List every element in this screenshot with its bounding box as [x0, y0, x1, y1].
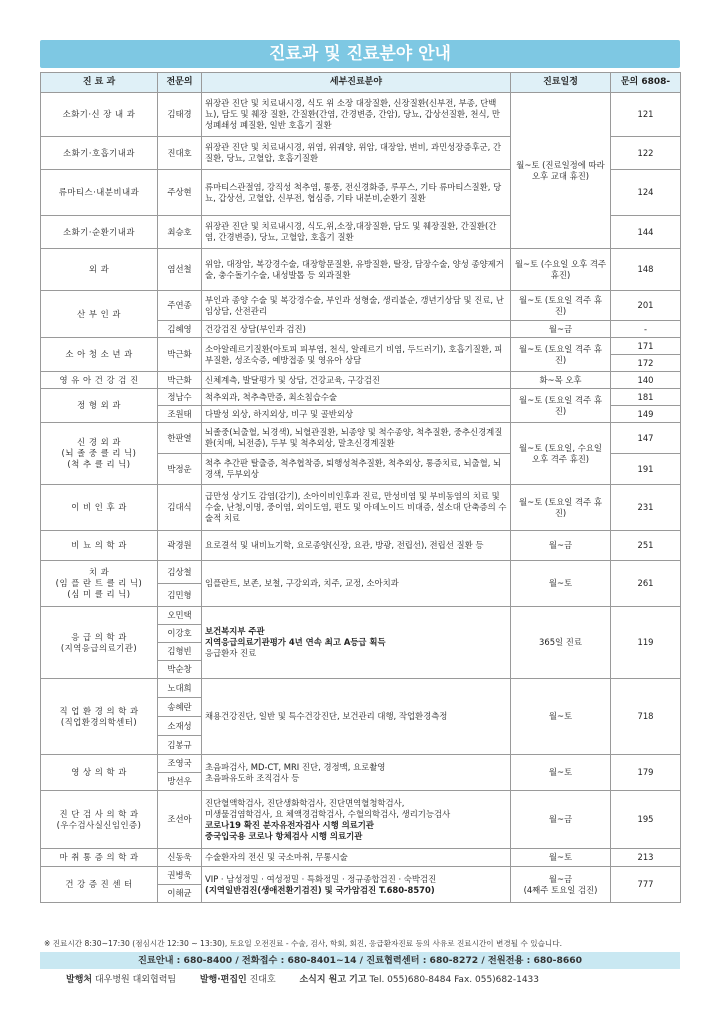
table-row — [41, 485, 681, 531]
publisher-line — [40, 972, 680, 988]
doctor-name: 염선철 — [158, 249, 202, 291]
publisher-value: 대우병원 대외협력팀 — [94, 975, 177, 985]
schedule-text: 월~토 (토요일, 수요일 오후 격주 휴진) — [511, 423, 611, 485]
detail-line: (지역일반검진(생애전환기검진) 및 국가암검진 T.680-8570) — [205, 884, 435, 895]
doctor-name: 주상현 — [158, 170, 202, 216]
phone-ext: 195 — [611, 791, 681, 849]
hours-note: ※ 진료시간 8:30~17:30 (점심시간 12:30 ~ 13:30), 토요일 오전진료 - 수술, 검사, 학회, 회진, 응급환자진료 등의 사유로 진료시간이 변경될 수 있습니다. — [44, 939, 562, 948]
doctor-name: 이강호 — [158, 625, 202, 643]
schedule-text: 월~토 (토요일 격주 휴진) — [511, 389, 611, 423]
detail-text: 뇌졸중(뇌출혈, 뇌경색), 뇌혈관질환, 뇌종양 및 척수종양, 척추질환, 중추신경계질환(치매, 뇌전증), 두부 및 척추외상, 말초신경계질환 — [202, 423, 511, 454]
dept-name — [41, 423, 158, 485]
detail-line: 초음파검사, MD-CT, MRI 진단, 경정맥, 요로촬영 — [205, 761, 386, 772]
phone-ext: 144 — [611, 216, 681, 249]
dept-line: 직 업 환 경 의 학 과 — [59, 705, 139, 716]
table-row — [41, 338, 681, 355]
detail-text — [202, 755, 511, 791]
doctor-name: 진대호 — [158, 137, 202, 170]
header-schedule: 진료일정 — [511, 73, 611, 93]
dept-sub-line: (뇌 졸 중 클 리 닉) — [61, 448, 137, 458]
phone-ext: 261 — [611, 561, 681, 607]
dept-name: 소 아 청 소 년 과 — [41, 338, 158, 372]
dept-name: 영 상 의 학 과 — [41, 755, 158, 791]
table-row — [41, 849, 681, 867]
phone-ext: 172 — [611, 355, 681, 372]
doctor-name: 김상철 — [158, 561, 202, 584]
phone-ext: 777 — [611, 867, 681, 903]
doctor-name: 김봉규 — [158, 736, 202, 755]
dept-line: 진 단 검 사 의 학 과 — [59, 808, 139, 819]
table-header-row — [41, 73, 681, 93]
doctor-name: 김태경 — [158, 93, 202, 137]
dept-sub-line: (척 추 클 리 닉) — [67, 459, 131, 469]
dept-name: 류마티스·내분비내과 — [41, 170, 158, 216]
dept-name — [41, 679, 158, 755]
table-row — [41, 389, 681, 406]
schedule-text: 월~토 — [511, 755, 611, 791]
doctor-name: 김민형 — [158, 584, 202, 607]
schedule-text: 월~토 (토요일 격주 휴진) — [511, 338, 611, 372]
table-row — [41, 423, 681, 454]
dept-name — [41, 791, 158, 849]
schedule-text: 화~목 오후 — [511, 372, 611, 389]
phone-ext: 201 — [611, 291, 681, 321]
table-row — [41, 249, 681, 291]
phone-ext: 251 — [611, 531, 681, 561]
doctor-name: 조원태 — [158, 406, 202, 423]
dept-name: 외 과 — [41, 249, 158, 291]
doctor-name: 소재성 — [158, 717, 202, 736]
dept-name: 산 부 인 과 — [41, 291, 158, 338]
dept-line: 치 과 — [88, 567, 110, 577]
doctor-name: 곽경원 — [158, 531, 202, 561]
editor-value: 진대호 — [249, 975, 276, 985]
doctor-name: 박정운 — [158, 454, 202, 485]
contribution-label: 소식지 원고 기고 — [299, 975, 367, 985]
detail-text: 수술환자의 전신 및 국소마취, 무통시술 — [202, 849, 511, 867]
schedule-text: 월~금 — [511, 791, 611, 849]
detail-line: 응급환자 진료 — [205, 648, 257, 658]
schedule-line: 월~금 — [548, 873, 573, 884]
detail-text: 신체계측, 발달평가 및 상담, 건강교육, 구강검진 — [202, 372, 511, 389]
detail-line: VIP · 남성정밀 · 여성정밀 · 특화정밀 · 정규종합검진 · 숙박검진 — [205, 873, 437, 884]
table-row — [41, 607, 681, 625]
doctor-name: 노대희 — [158, 679, 202, 698]
doctor-name: 김형빈 — [158, 643, 202, 661]
tel-value: Tel. 055)680-8484 — [369, 975, 452, 985]
dept-sub-line: (지역응급의료기관) — [60, 642, 138, 653]
dept-sub-line: (심 미 클 리 닉) — [67, 589, 131, 599]
doctor-name: 송혜란 — [158, 698, 202, 717]
header-doctor: 전문의 — [158, 73, 202, 93]
detail-text: 류마티스관절염, 강직성 척추염, 통풍, 전신경화증, 루푸스, 기타 류마티스질환, 당뇨, 갑상선, 고혈압, 신부전, 협심증, 기타 내분비,순환기 질환 — [202, 170, 511, 216]
detail-text: 소아알레르기질환(아토피 피부염, 천식, 알레르기 비염, 두드러기), 호흡기질환, 피부질환, 성조숙증, 예방접종 및 영유아 상담 — [202, 338, 511, 372]
detail-text: 위암, 대장암, 복강경수술, 대장항문질환, 유방질환, 탈장, 담장수술, 양성 종양제거술, 충수돌기수술, 내성발톱 등 외과질환 — [202, 249, 511, 291]
detail-text — [202, 867, 511, 903]
publisher-label: 발행처 — [66, 975, 93, 985]
dept-name: 영 유 아 건 강 검 진 — [41, 372, 158, 389]
detail-text: 임플란트, 보존, 보철, 구강외과, 치주, 교정, 소아치과 — [202, 561, 511, 607]
dept-name: 마 취 통 증 의 학 과 — [41, 849, 158, 867]
schedule-text: 월~토 — [511, 561, 611, 607]
fax-value: Fax. 055)682-1433 — [454, 975, 540, 985]
detail-text — [202, 607, 511, 679]
schedule-text: 월~토 — [511, 679, 611, 755]
contact-bar: 진료안내 : 680-8400 / 전화접수 : 680-8401~14 / 진료협력센터 : 680-8272 / 전원전용 : 680-8660 — [40, 952, 680, 969]
doctor-name: 조선아 — [158, 791, 202, 849]
phone-ext: 718 — [611, 679, 681, 755]
schedule-text: 월~금 — [511, 321, 611, 338]
dept-line: 신 경 외 과 — [77, 437, 121, 447]
detail-text: 채용건강진단, 일반 및 특수건강진단, 보건관리 대행, 작업환경측정 — [202, 679, 511, 755]
detail-text: 요로결석 및 내비뇨기학, 요로종양(신장, 요관, 방광, 전립선), 전립선 질환 등 — [202, 531, 511, 561]
table-row — [41, 291, 681, 321]
dept-sub-line: (임 플 란 트 클 리 닉) — [55, 578, 143, 588]
header-dept: 진 료 과 — [41, 73, 158, 93]
editor-label: 발행·편집인 — [199, 975, 247, 985]
dept-name: 소화기·신 장 내 과 — [41, 93, 158, 137]
phone-ext: 213 — [611, 849, 681, 867]
dept-name: 건 강 증 진 센 터 — [41, 867, 158, 903]
table-row — [41, 372, 681, 389]
doctor-name: 이해균 — [158, 885, 202, 903]
detail-text: 건강검진 상담(부인과 검진) — [202, 321, 511, 338]
phone-ext: 140 — [611, 372, 681, 389]
table-row — [41, 867, 681, 885]
doctor-name: 신동욱 — [158, 849, 202, 867]
doctor-name: 한판열 — [158, 423, 202, 454]
detail-line: 코로나19 확진 분자유전자검사 시행 의료기관 — [205, 819, 374, 830]
schedule-text: 월~금 — [511, 531, 611, 561]
phone-ext: 191 — [611, 454, 681, 485]
detail-line: 중국입국용 코로나 항체검사 시행 의료기관 — [205, 830, 363, 841]
doctor-name: 최승호 — [158, 216, 202, 249]
schedule-text: 월~토 (토요일 격주 휴진) — [511, 291, 611, 321]
detail-text: 다발성 외상, 하지외상, 비구 및 골반외상 — [202, 406, 511, 423]
doctor-name: 방선우 — [158, 773, 202, 791]
doctor-name: 박근화 — [158, 338, 202, 372]
detail-line: 초음파유도하 조직검사 등 — [205, 772, 300, 783]
detail-text: 위장관 진단 및 치료내시경, 위염, 위궤양, 위암, 대장암, 변비, 과민성장증후군, 간질환, 당뇨, 고혈압, 호흡기질환 — [202, 137, 511, 170]
doctor-name: 주연종 — [158, 291, 202, 321]
detail-text: 위장관 진단 및 치료내시경, 식도,위,소장,대장질환, 담도 및 췌장질환, 간질환(간염, 간경변증), 당뇨, 고혈압, 호흡기 질환 — [202, 216, 511, 249]
doctor-name: 박순창 — [158, 661, 202, 679]
doctor-name: 박근화 — [158, 372, 202, 389]
detail-line: 미생물검염학검사, 요 체액경검학검사, 수혈의학검사, 생리기능검사 — [205, 808, 451, 819]
table-row — [41, 679, 681, 698]
doctor-name: 정남수 — [158, 389, 202, 406]
schedule-text: 월~토 — [511, 849, 611, 867]
schedule-text: 월~토 (토요일 격주 휴진) — [511, 485, 611, 531]
doctor-name: 권병욱 — [158, 867, 202, 885]
phone-ext: 149 — [611, 406, 681, 423]
detail-text: 척추 추간판 탈출증, 척추협착증, 퇴행성척추질환, 척추외상, 통증치료, 뇌출혈, 뇌경색, 두부외상 — [202, 454, 511, 485]
detail-text: 척추외과, 척추측만증, 최소침습수술 — [202, 389, 511, 406]
phone-ext: 171 — [611, 338, 681, 355]
detail-line: 지역응급의료기관평가 4년 연속 최고 A등급 획득 — [205, 637, 386, 647]
table-row — [41, 755, 681, 773]
header-detail: 세부진료분야 — [202, 73, 511, 93]
dept-name — [41, 561, 158, 607]
detail-line: 보건복지부 주관 — [205, 626, 265, 636]
schedule-text: 365일 진료 — [511, 607, 611, 679]
phone-ext: 121 — [611, 93, 681, 137]
table-row — [41, 531, 681, 561]
dept-line: 응 급 의 학 과 — [71, 631, 127, 642]
doctor-name: 조영국 — [158, 755, 202, 773]
schedule-text: 월~토 (진료일정에 따라 오후 교대 휴진) — [511, 93, 611, 249]
table-row — [41, 561, 681, 584]
doctor-name: 오민택 — [158, 607, 202, 625]
schedule-text: 월~토 (수요일 오후 격주 휴진) — [511, 249, 611, 291]
dept-name — [41, 607, 158, 679]
detail-text: 급만성 상기도 감염(감기), 소아이비인후과 진료, 만성비염 및 부비동염의 치료 및 수술, 난청,이명, 중이염, 외이도염, 편도 및 아데노이드 비대증, 설소대 단축증의 수술적 치료 — [202, 485, 511, 531]
page-title: 진료과 및 진료분야 안내 — [40, 40, 680, 68]
dept-sub-line: (직업환경의학센터) — [60, 716, 138, 727]
detail-text — [202, 791, 511, 849]
phone-ext: 147 — [611, 423, 681, 454]
department-table — [40, 72, 681, 903]
phone-ext: 148 — [611, 249, 681, 291]
detail-line: 진단혈액학검사, 진단생화학검사, 진단면역혈청학검사, — [205, 797, 405, 808]
table-row — [41, 93, 681, 137]
doctor-name: 김대식 — [158, 485, 202, 531]
dept-sub-line: (우수검사실신임인증) — [56, 819, 142, 830]
phone-ext: 231 — [611, 485, 681, 531]
detail-text: 위장관 진단 및 치료내시경, 식도 위 소장 대장질환, 신장질환(신부전, 부종, 단백뇨), 담도 및 췌장 질환, 간질환(간염, 간경변증, 간암), 당뇨, 갑상선질환, 천식, 만성폐쇄성 폐질환, 일반 호흡기 질환 — [202, 93, 511, 137]
phone-ext: 119 — [611, 607, 681, 679]
phone-ext: 124 — [611, 170, 681, 216]
header-phone: 문의 6808- — [611, 73, 681, 93]
dept-name: 이 비 인 후 과 — [41, 485, 158, 531]
table-row — [41, 791, 681, 849]
phone-ext: 181 — [611, 389, 681, 406]
doctor-name: 김혜영 — [158, 321, 202, 338]
dept-name: 소화기·순환기내과 — [41, 216, 158, 249]
detail-text: 부인과 종양 수술 및 복강경수술, 부인과 성형술, 생리불순, 갱년기상담 및 진료, 난임상담, 산전관리 — [202, 291, 511, 321]
dept-name: 소화기·호흡기내과 — [41, 137, 158, 170]
dept-name: 비 뇨 의 학 과 — [41, 531, 158, 561]
dept-name: 정 형 외 과 — [41, 389, 158, 423]
phone-ext: 122 — [611, 137, 681, 170]
phone-ext: 179 — [611, 755, 681, 791]
phone-ext: - — [611, 321, 681, 338]
schedule-line: (4째주 토요일 검진) — [523, 884, 598, 895]
schedule-text — [511, 867, 611, 903]
